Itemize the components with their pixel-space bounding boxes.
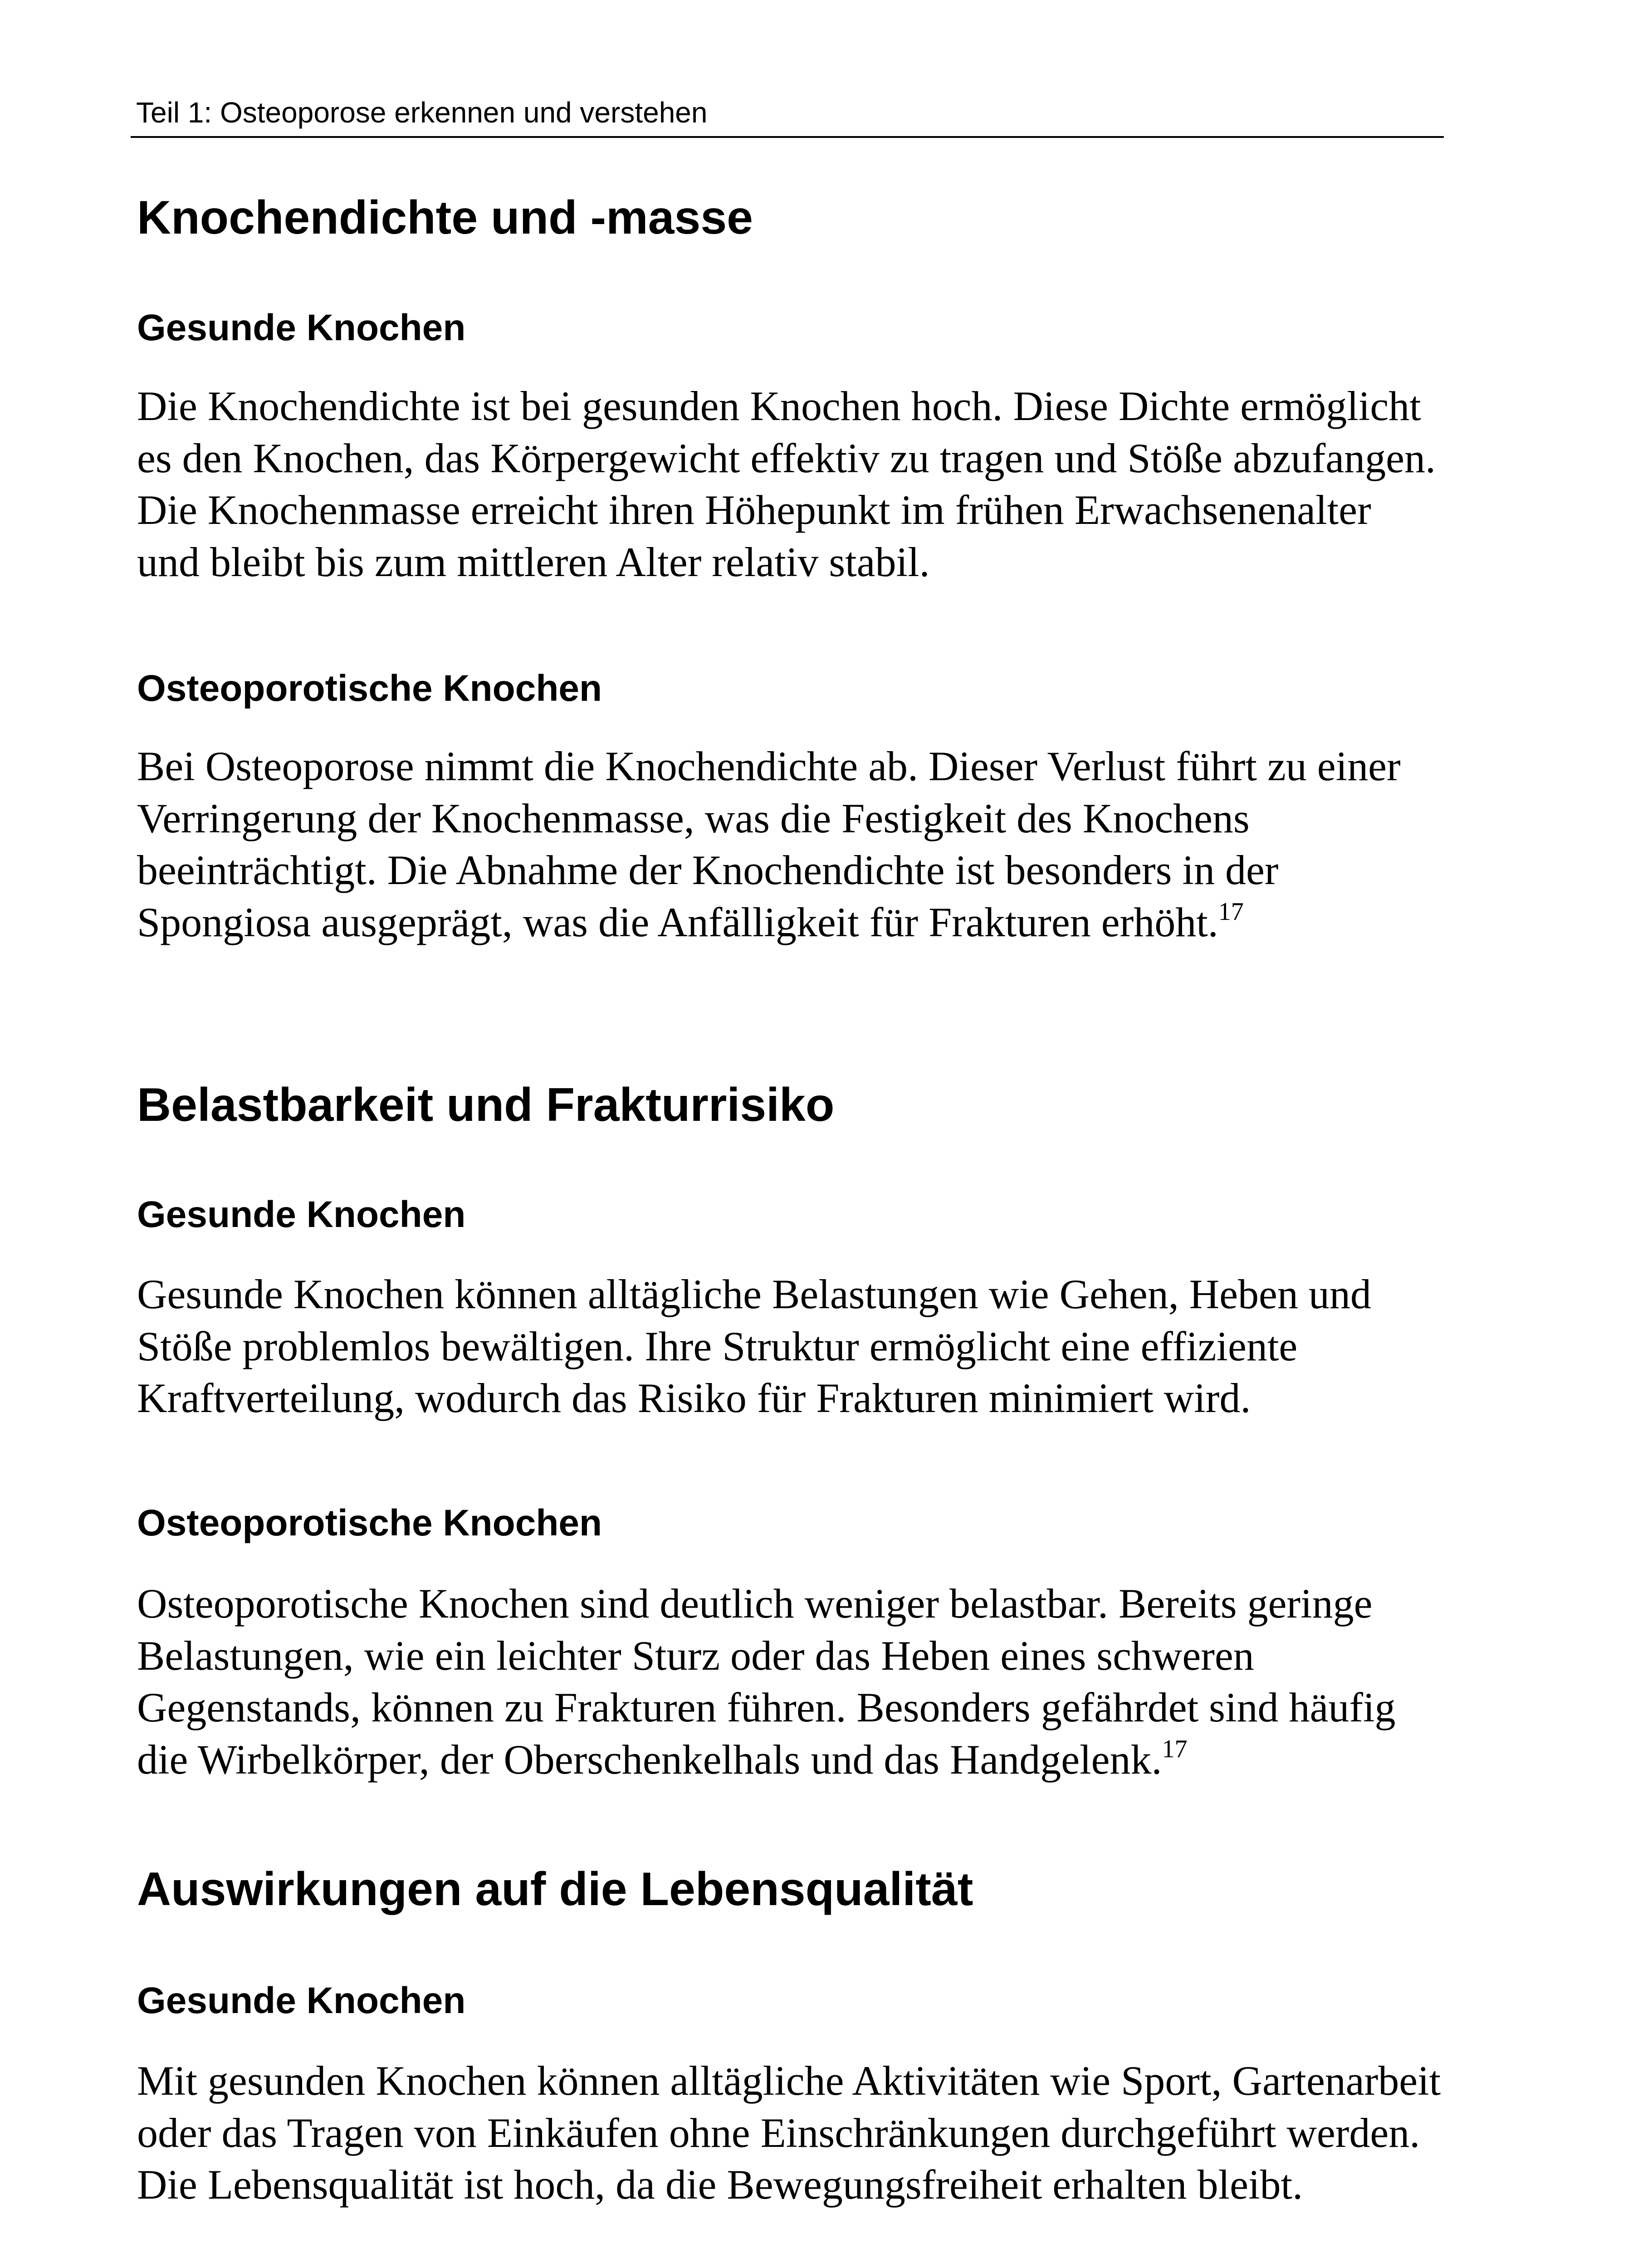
subsection-heading: Osteoporotische Knochen: [137, 1502, 602, 1544]
subsection-heading: Gesunde Knochen: [137, 1194, 466, 1235]
paragraph-text: Osteoporotische Knochen sind deutlich weniger belastbar. Bereits geringe Belastungen, wie ein leichter Sturz oder das Heben eines schweren Gegenstands, können zu Frakturen führen. Besonders gefährdet sind häufig die Wirbelkörper, der Oberschenkelhals und das Handgelenk.: [137, 1580, 1396, 1783]
footnote-reference: 17: [1218, 897, 1244, 926]
paragraph-text: Bei Osteoporose nimmt die Knochendichte ab. Dieser Verlust führt zu einer Verringerung der Knochenmasse, was die Festigkeit des Knochens beeinträchtigt. Die Abnahme der Knochendichte ist besonders in der Spongiosa ausgeprägt, was die Anfälligkeit für Frakturen erhöht.: [137, 743, 1401, 945]
subsection-heading: Osteoporotische Knochen: [137, 668, 602, 709]
section-heading: Knochendichte und -masse: [137, 191, 753, 244]
body-paragraph: [137, 2055, 1443, 2211]
paragraph-text: Mit gesunden Knochen können alltägliche Aktivitäten wie Sport, Gartenarbeit oder das Tragen von Einkäufen ohne Einschränkungen durchgeführt werden. Die Lebensqualität ist hoch, da die Bewegungsfreiheit erhalten bleibt.: [137, 2058, 1441, 2208]
running-header: Teil 1: Osteoporose erkennen und verstehen: [136, 96, 708, 129]
subsection-heading: Gesunde Knochen: [137, 1980, 466, 2021]
section-heading: Belastbarkeit und Frakturrisiko: [137, 1079, 835, 1131]
paragraph-text: Die Knochendichte ist bei gesunden Knochen hoch. Diese Dichte ermöglicht es den Knochen, das Körpergewicht effektiv zu tragen und Stöße abzufangen. Die Knochenmasse erreicht ihren Höhepunkt im frühen Erwachsenenalter und bleibt bis zum mittleren Alter relativ stabil.: [137, 383, 1436, 585]
header-rule: [131, 136, 1444, 138]
body-paragraph: [137, 380, 1443, 588]
footnote-reference: 17: [1162, 1735, 1188, 1763]
body-paragraph: [137, 740, 1443, 948]
body-paragraph: [137, 1268, 1443, 1424]
paragraph-text: Gesunde Knochen können alltägliche Belastungen wie Gehen, Heben und Stöße problemlos bewältigen. Ihre Struktur ermöglicht eine effiziente Kraftverteilung, wodurch das Risiko für Frakturen minimiert wird.: [137, 1271, 1371, 1422]
section-heading: Auswirkungen auf die Lebensqualität: [137, 1863, 973, 1916]
subsection-heading: Gesunde Knochen: [137, 307, 466, 348]
body-paragraph: [137, 1578, 1443, 1785]
